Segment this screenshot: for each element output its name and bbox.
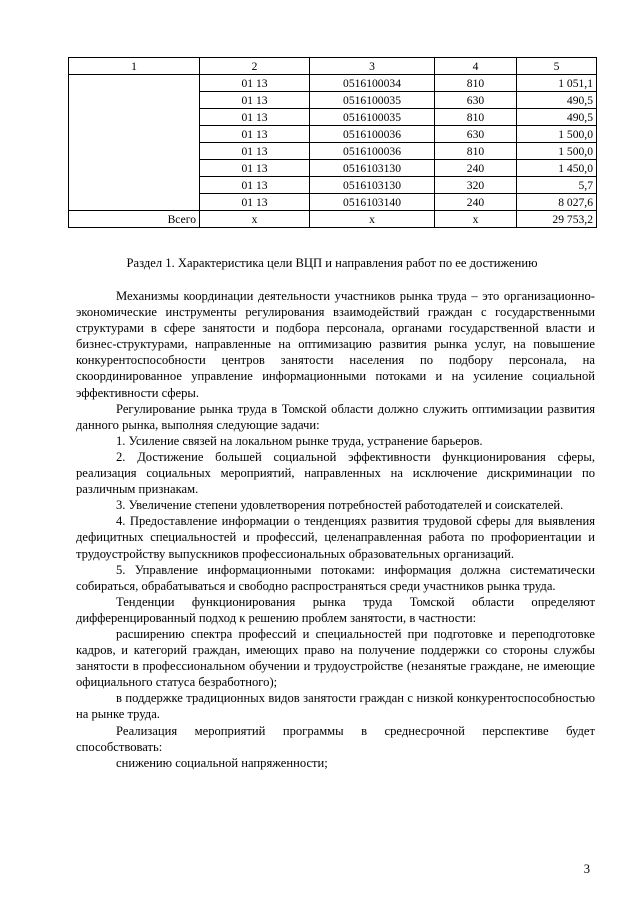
table-cell-amount: 490,5 xyxy=(517,109,597,126)
table-total-row xyxy=(69,211,597,228)
table-cell-type: 810 xyxy=(435,109,517,126)
table-header-cell: 5 xyxy=(517,58,597,75)
table-total-cell: x xyxy=(200,211,310,228)
list-item: 2. Достижение большей социальной эффективности функционирования сферы, реализация социальных мероприятий, направленных на исключение дискриминации по различным признакам. xyxy=(76,449,595,497)
list-item: снижению социальной напряженности; xyxy=(116,755,328,770)
paragraph: Тенденции функционирования рынка труда Томской области определяют дифференцированный подход к решению проблем занятости, в частности: xyxy=(76,594,595,625)
table-cell-amount: 490,5 xyxy=(517,92,597,109)
table-cell-type: 320 xyxy=(435,177,517,194)
list-item: 1. Усиление связей на локальном рынке труда, устранение барьеров. xyxy=(116,433,483,448)
table-cell-amount: 5,7 xyxy=(517,177,597,194)
list-item: в поддержке традиционных видов занятости граждан с низкой конкурентоспособностью на рынке труда. xyxy=(76,691,595,722)
table-cell-amount: 1 500,0 xyxy=(517,143,597,160)
table-cell-section: 01 13 xyxy=(200,109,310,126)
table-header-row xyxy=(69,58,597,75)
table-cell-section: 01 13 xyxy=(200,177,310,194)
budget-table xyxy=(68,57,597,228)
table-cell-amount: 1 450,0 xyxy=(517,160,597,177)
list-item: 3. Увеличение степени удовлетворения потребностей работодателей и соискателей. xyxy=(116,498,564,513)
table-cell-section: 01 13 xyxy=(200,143,310,160)
page-number: 3 xyxy=(583,862,590,876)
paragraph: Реализация мероприятий программы в среднесрочной перспективе будет способствовать: xyxy=(76,723,595,754)
table-cell-target: 0516100036 xyxy=(310,126,435,143)
table-cell-empty-merged xyxy=(69,75,200,211)
table-cell-target: 0516103130 xyxy=(310,160,435,177)
paragraph: Регулирование рынка труда в Томской области должно служить оптимизации развития данного рынка, выполняя следующие задачи: xyxy=(76,401,595,432)
table-cell-amount: 8 027,6 xyxy=(517,194,597,211)
table-cell-type: 630 xyxy=(435,126,517,143)
table-cell-section: 01 13 xyxy=(200,92,310,109)
table-cell-type: 630 xyxy=(435,92,517,109)
list-item: 5. Управление информационными потоками: информация должна систематически собираться, обрабатываться и свободно распространяться среди участников рынка труда. xyxy=(76,562,595,593)
table-cell-target: 0516100034 xyxy=(310,75,435,92)
table-cell-target: 0516103140 xyxy=(310,194,435,211)
section-heading: Раздел 1. Характеристика цели ВЦП и направления работ по ее достижению xyxy=(126,256,538,270)
paragraph: Механизмы координации деятельности участников рынка труда – это организационно-экономические инструменты регулирования взаимодействий граждан с государственными структурами в сфере занятости и подбора персонала, органами государственной власти и бизнес-структурами, направленные на оптимизацию развития рынка услуг, на повышение конкурентоспособности центров занятости населения по подбору персонала, на скоординированное управление информационными потоками и на усиление социальной эффективности сферы. xyxy=(76,289,595,400)
table-header-cell: 3 xyxy=(310,58,435,75)
table-cell-type: 240 xyxy=(435,160,517,177)
table-cell-section: 01 13 xyxy=(200,160,310,177)
table-total-cell: x xyxy=(310,211,435,228)
table-header-cell: 4 xyxy=(435,58,517,75)
table-cell-section: 01 13 xyxy=(200,75,310,92)
table-header-cell: 1 xyxy=(69,58,200,75)
table-row xyxy=(69,75,597,92)
table-total-amount: 29 753,2 xyxy=(517,211,597,228)
table-cell-section: 01 13 xyxy=(200,126,310,143)
table-cell-section: 01 13 xyxy=(200,194,310,211)
table-cell-type: 810 xyxy=(435,75,517,92)
table-cell-target: 0516100036 xyxy=(310,143,435,160)
list-item: расширению спектра профессий и специальностей при подготовке и переподготовке кадров, и категорий граждан, имеющих право на получение поддержки со стороны службы занятости в профессиональном обучении и трудоустройстве (незанятые граждане, не имеющие официального статуса безработного); xyxy=(76,626,595,690)
table-header-cell: 2 xyxy=(200,58,310,75)
table-cell-amount: 1 051,1 xyxy=(517,75,597,92)
body-text xyxy=(76,288,595,771)
table-cell-type: 240 xyxy=(435,194,517,211)
table-cell-type: 810 xyxy=(435,143,517,160)
table-cell-target: 0516100035 xyxy=(310,92,435,109)
table-total-label: Всего xyxy=(69,211,200,228)
table-cell-target: 0516100035 xyxy=(310,109,435,126)
table-cell-target: 0516103130 xyxy=(310,177,435,194)
table-total-cell: x xyxy=(435,211,517,228)
list-item: 4. Предоставление информации о тенденциях развития трудовой сферы для выявления дефицитных специальностей и профессий, целенаправленная работа по профориентации и трудоустройству выпускников профессиональных образовательных организаций. xyxy=(76,514,595,561)
table-cell-amount: 1 500,0 xyxy=(517,126,597,143)
